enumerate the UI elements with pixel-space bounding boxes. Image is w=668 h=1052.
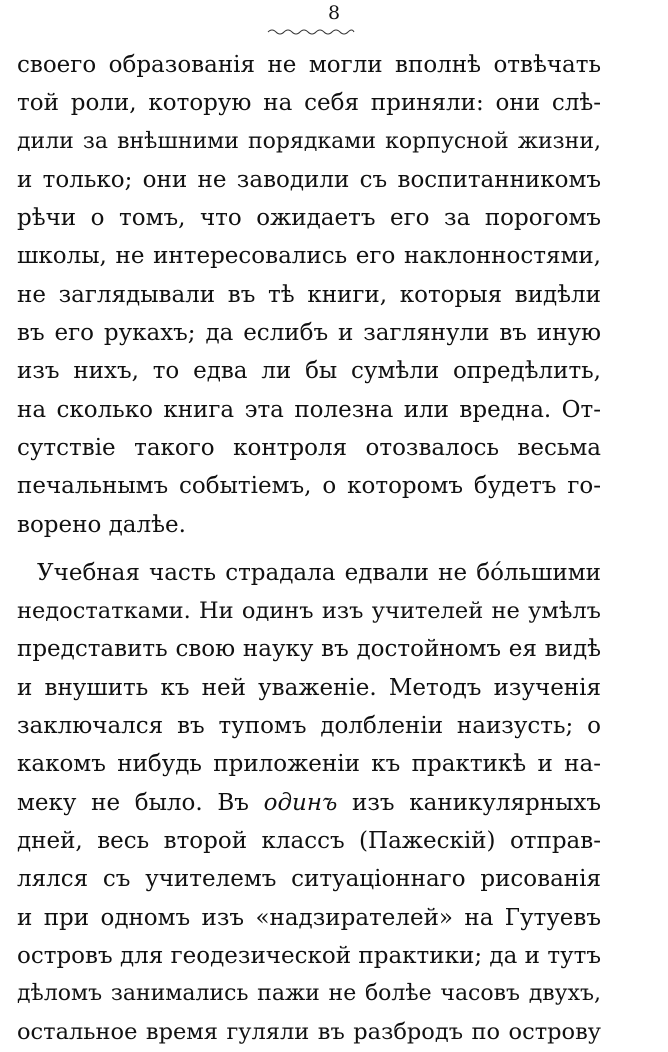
text-line: дѣломъ занимались пажи не болѣе часовъ двухъ, [17, 981, 601, 1007]
body-text [17, 46, 601, 1052]
emphasized-word: одинъ [263, 789, 338, 816]
text-line: представить свою науку въ достойномъ ея видѣ [17, 636, 601, 663]
paragraph-2 [17, 554, 601, 1052]
text-line: рѣчи о томъ, что ожидаетъ его за порогомъ [17, 205, 601, 232]
text-line: лялся съ учителемъ ситуаціоннаго рисованія [17, 866, 601, 893]
text-line: недостатками. Ни одинъ изъ учителей не умѣлъ [17, 598, 601, 625]
text-line: островъ для геодезической практики; да и тутъ [17, 942, 601, 969]
text-line: и только; они не заводили съ воспитанникомъ [17, 166, 601, 193]
text-line: ворено далѣе. [17, 511, 186, 538]
text-line: дней, весь второй классъ (Пажескій) отправ- [17, 827, 601, 854]
text-line [17, 784, 601, 822]
text-line: печальнымъ событіемъ, о которомъ будетъ го- [17, 473, 601, 500]
text-line: своего образованія не могли вполнѣ отвѣчать [17, 52, 601, 78]
text-line: и внушить къ ней уваженіе. Методъ изученія [17, 674, 601, 701]
text-line: изъ нихъ, то едва ли бы сумѣли опредѣлить, [17, 358, 601, 385]
text-line: сутствіе такого контроля отозвалось весьма [17, 434, 601, 461]
paragraph-1 [17, 46, 601, 544]
ornament-rule-icon [266, 27, 356, 37]
text-line: и при одномъ изъ «надзирателей» на Гутуевъ [17, 904, 601, 931]
text-run: меку не было. Въ [17, 789, 264, 816]
text-line: Учебная часть страдала едвали не бóльшими [37, 559, 601, 586]
text-line: какомъ нибудь приложеніи къ практикѣ и на- [17, 751, 601, 778]
page-number: 8 [327, 2, 341, 24]
text-line: не заглядывали въ тѣ книги, которыя видѣли [17, 281, 601, 308]
text-line: остальное время гуляли въ разбродъ по острову [17, 1019, 601, 1046]
text-run: изъ каникулярныхъ [337, 789, 601, 816]
text-line: той роли, которую на себя приняли: они слѣ- [17, 90, 601, 117]
text-line: школы, не интересовались его наклонностями, [17, 243, 601, 270]
text-line: въ его рукахъ; да еслибъ и заглянули въ иную [17, 320, 601, 347]
text-line: на сколько книга эта полезна или вредна. От- [17, 396, 601, 423]
text-line: дили за внѣшними порядками корпусной жизни, [17, 128, 601, 154]
text-line: заключался въ тупомъ долбленіи наизусть; о [17, 713, 601, 740]
